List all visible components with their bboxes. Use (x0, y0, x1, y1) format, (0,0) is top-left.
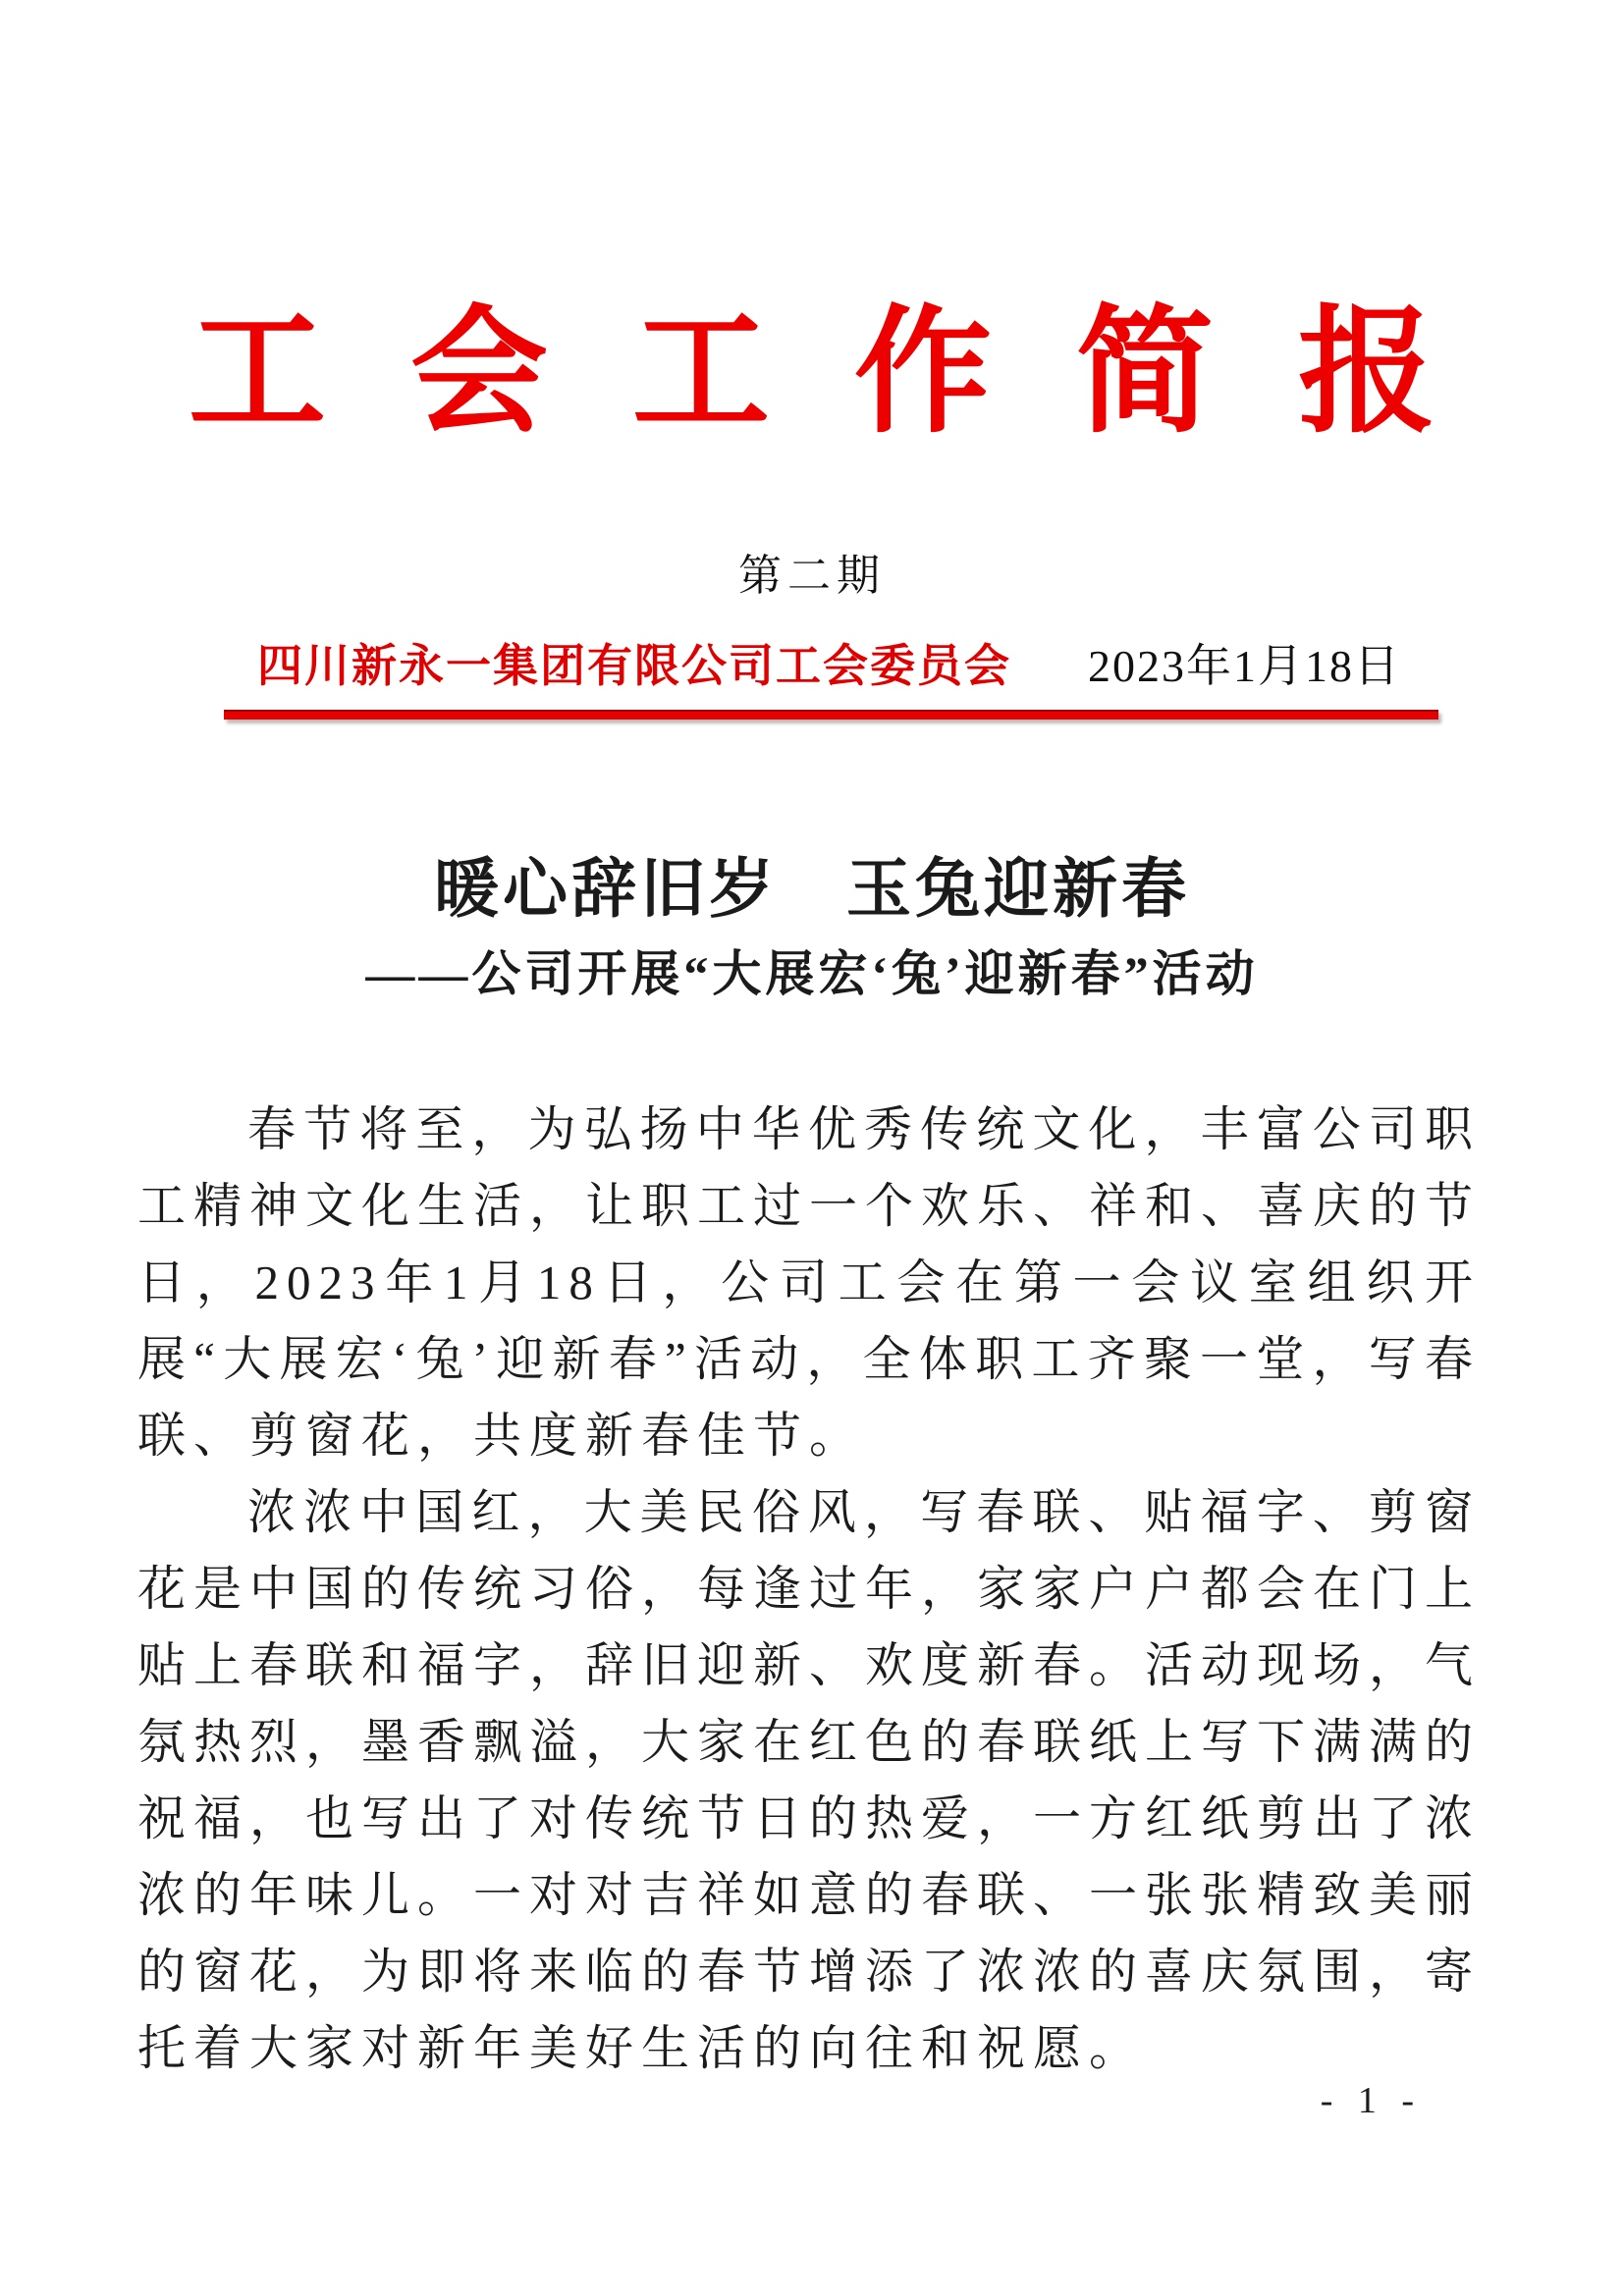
publisher-row (224, 630, 1438, 695)
publisher-name: 四川新永一集团有限公司工会委员会 (257, 641, 1011, 691)
header-divider-rule (224, 710, 1438, 720)
article-subtitle: ——公司开展“大展宏‘兔’迎新春”活动 (365, 946, 1259, 1001)
masthead-title-text: 工会工作简报 (188, 297, 1520, 450)
issue-number: 第二期 (738, 552, 886, 600)
masthead-title (0, 298, 1624, 450)
article-paragraph: 春节将至，为弘扬中华优秀传统文化，丰富公司职工精神文化生活，让职工过一个欢乐、祥和、喜庆的节日，2023年1月18日，公司工会在第一会议室组织开展“大展宏‘兔’迎新春”活动，全体职工齐聚一堂，写春联、剪窗花，共度新春佳节。 (137, 1102, 1482, 1463)
article-paragraph: 浓浓中国红，大美民俗风，写春联、贴福字、剪窗花是中国的传统习俗，每逢过年，家家户户都会在门上贴上春联和福字，辞旧迎新、欢度新春。活动现场，气氛热烈，墨香飘溢，大家在红色的春联纸上写下满满的祝福，也写出了对传统节日的热爱，一方红纸剪出了浓浓的年味儿。一对对吉祥如意的春联、一张张精致美丽的窗花，为即将来临的春节增添了浓浓的喜庆氛围，寄托着大家对新年美好生活的向往和祝愿。 (137, 1485, 1482, 2075)
article-title: 暖心辞旧岁 玉兔迎新春 (434, 854, 1190, 926)
page-number: - 1 - (1320, 2080, 1422, 2121)
article-body (137, 1092, 1481, 2087)
issue-date: 2023年1月18日 (1088, 641, 1401, 691)
